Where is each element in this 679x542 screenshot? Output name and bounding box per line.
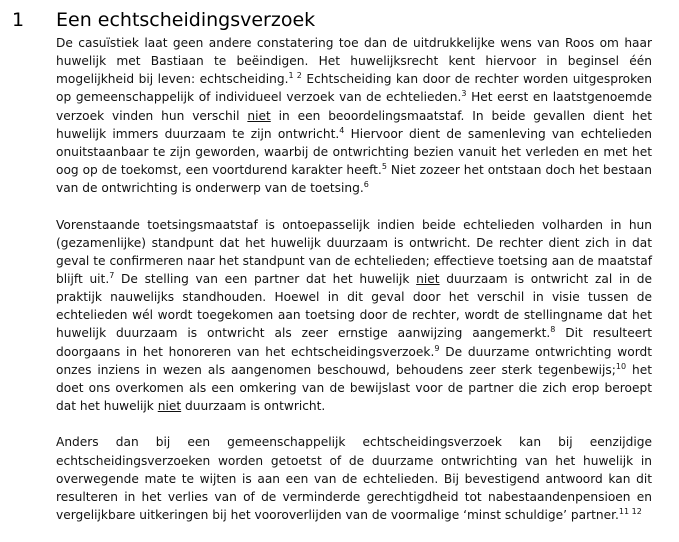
footnote-reference: 9 <box>434 343 440 353</box>
section-number: 1 <box>12 9 25 31</box>
text-run: in een beoordelingsmaatstaf. In beide gevallen dient het huwelijk immers duurzaam te zijn ontwricht. <box>56 108 652 141</box>
footnote-reference: 7 <box>109 271 115 281</box>
text-run: Niet zozeer het ontstaan doch het bestaan van de ontwrichting is onderwerp van de toetsing. <box>56 163 652 196</box>
text-run: het doet ons overkomen als een omkering van de bewijslast voor de partner die zich erop beroept dat het huwelijk <box>56 362 652 414</box>
underlined-word: niet <box>157 399 182 414</box>
footnote-reference: 11 12 <box>618 507 642 517</box>
underlined-word: niet <box>416 272 440 287</box>
text-run: Het eerst en laatstgenoemde verzoek vinden hun verschil <box>56 90 652 123</box>
footnote-reference: 1 2 <box>288 71 302 81</box>
footnote-reference: 4 <box>339 125 345 135</box>
text-run: Hiervoor dient de samenleving van echtelieden onuitstaanbaar te zijn geworden, waarbij de ontwrichting bezien vanuit het verleden en met het oog op de toekomst, een voortdurend karakter heeft. <box>56 126 652 178</box>
text-run: duurzaam is ontwricht. <box>181 399 326 414</box>
section-title: Een echtscheidingsverzoek <box>56 9 316 31</box>
footnote-reference: 8 <box>550 325 556 335</box>
footnote-reference: 5 <box>381 162 387 172</box>
text-run: De duurzame ontwrichting wordt onzes inziens in wezen als aangenomen beschouwd, behoudens zeer sterk tegenbewijs; <box>56 344 653 377</box>
section-body <box>56 34 652 542</box>
paragraph <box>56 216 652 416</box>
underlined-word: niet <box>247 108 271 123</box>
footnote-reference: 3 <box>461 89 467 99</box>
paragraph <box>56 433 652 524</box>
text-run: Anders dan bij een gemeenschappelijk echtscheidingsverzoek kan bij eenzijdige echtscheidingsverzoeken worden getoetst of de duurzame ontwrichting van het huwelijk in overwegende mate te wijten is aan een van de echtelieden. Bij bevestigend antwoord kan dit resulteren in het verlies van of de verminderde gerechtigdheid tot nabestaandenpensioen en vergelijkbare uitkeringen bij het vooroverlijden van de voormalige ‘minst schuldige’ partner. <box>56 435 652 523</box>
section-heading <box>12 8 315 32</box>
text-run: De casuïstiek laat geen andere constatering toe dan de uitdrukkelijke wens van Roos om haar huwelijk met Bastiaan te beëindigen. Het huwelijksrecht kent hiervoor in beginsel één mogelijkheid bij leven: echtscheiding. <box>56 36 652 87</box>
text-run: Vorenstaande toetsingsmaatstaf is ontoepasselijk indien beide echtelieden volharden in hun (gezamenlijke) standpunt dat het huwelijk duurzaam is ontwricht. De rechter dient zich in dat geval te confirmeren naar het standpunt van de echtelieden; effectieve toetsing aan de maatstaf blijft uit. <box>56 217 652 287</box>
paragraph <box>56 34 652 197</box>
text-run: Echtscheiding kan door de rechter worden uitgesproken op gemeenschappelijk of individueel verzoek van de echtelieden. <box>56 72 652 105</box>
footnote-reference: 6 <box>363 180 369 190</box>
footnote-reference: 10 <box>615 361 627 371</box>
text-run: duurzaam is ontwricht zal in de praktijk nauwelijks standhouden. Hoewel in dit geval door het verschil in visie tussen de echtelieden wél wordt toegekomen aan toetsing door de rechter, wordt de stellingname dat het huwelijk duurzaam is ontwricht als zeer ernstige aanwijzing aangemerkt. <box>56 272 652 341</box>
text-run: Dit resulteert doorgaans in het honoreren van het echtscheidingsverzoek. <box>56 326 652 359</box>
text-run: De stelling van een partner dat het huwelijk <box>114 272 417 287</box>
